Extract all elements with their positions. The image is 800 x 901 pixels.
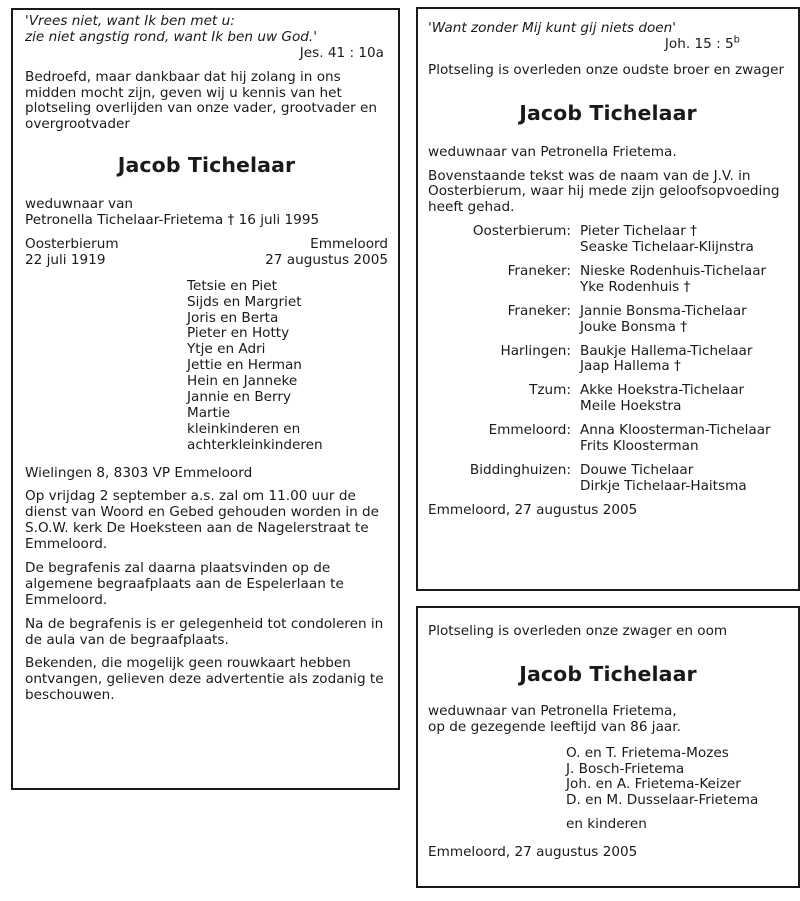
youth-association-text: Bovenstaande tekst was de naam van de J.V. in Oosterbierum, waar hij mede zijn geloofsopvoeding heeft gehad. — [428, 167, 780, 216]
relative-row — [428, 264, 788, 296]
family-member: Martie — [187, 404, 231, 421]
relative-row — [428, 463, 788, 495]
relative-row — [428, 423, 788, 455]
relative-name: Akke Hoekstra-Tichelaar — [580, 382, 745, 399]
family-member: Ytje en Adri — [187, 341, 266, 358]
announcement-intro: Bedroefd, maar dankbaar dat hij zolang in ons midden mocht zijn, geven wij u kennis van het plotseling overlijden van onze vader, grootvader en overgrootvader — [25, 68, 377, 133]
service-info: Op vrijdag 2 september a.s. zal om 11.00 uur de dienst van Woord en Gebed gehouden worden in de S.O.W. kerk De Hoeksteen aan de Nagelerstraat te Emmeloord. — [25, 488, 380, 553]
announcement-footer: Emmeloord, 27 augustus 2005 — [428, 501, 638, 518]
death-place: Emmeloord — [310, 236, 388, 252]
bible-quote-reference: Jes. 41 : 10a — [299, 44, 384, 61]
birth-place: Oosterbierum — [25, 236, 119, 252]
bible-quote-reference: Joh. 15 : 5$^b$ — [664, 34, 740, 52]
relative-name: Jaap Hallema † — [580, 358, 681, 375]
announcement-intro: Plotseling is overleden onze oudste broer en zwager — [428, 61, 785, 78]
relative-name: Meile Hoekstra — [580, 398, 682, 415]
relatives-table — [428, 224, 788, 494]
family-member: kleinkinderen en — [187, 420, 301, 437]
relative-place: Oosterbierum: — [472, 223, 571, 240]
relative-place: Emmeloord: — [488, 422, 571, 439]
relative-place: Franeker: — [507, 263, 571, 279]
relative-row — [428, 304, 788, 336]
burial-info: De begrafenis zal daarna plaatsvinden op de algemene begraafplaats aan de Espelerlaan te Emmeloord. — [25, 560, 344, 608]
announcement-family — [11, 8, 400, 790]
relative-name: D. en M. Dusselaar-Frietema — [566, 792, 759, 809]
relative-name: Seaske Tichelaar-Klijnstra — [580, 239, 754, 256]
family-member: Sijds en Margriet — [187, 293, 302, 310]
family-member: Hein en Janneke — [187, 373, 298, 390]
family-member: Jannie en Berry — [187, 389, 292, 406]
relative-name: J. Bosch-Frietema — [566, 760, 685, 777]
deceased-name: Jacob Tichelaar — [519, 661, 697, 686]
relative-name: Nieske Rodenhuis-Tichelaar — [580, 263, 767, 279]
relatives-list — [566, 746, 788, 833]
announcement-footer: Emmeloord, 27 augustus 2005 — [428, 844, 638, 861]
bible-quote: 'Want zonder Mij kunt gij niets doen' — [428, 20, 677, 36]
deceased-name: Jacob Tichelaar — [117, 153, 296, 178]
bible-quote-line-1: 'Vrees niet, want Ik ben met u: — [25, 13, 235, 29]
widower-line: weduwnaar van Petronella Frietema. — [428, 143, 677, 160]
birth-info — [25, 237, 119, 269]
death-info — [265, 237, 388, 269]
relative-name: Pieter Tichelaar † — [580, 223, 697, 240]
birth-date: 22 juli 1919 — [25, 251, 106, 268]
condolence-info: Na de begrafenis is er gelegenheid tot condoleren in de aula van de begraafplaats. — [25, 615, 384, 648]
relative-place: Biddinghuizen: — [469, 461, 571, 478]
family-member: Pieter en Hotty — [187, 325, 290, 342]
relative-row — [428, 344, 788, 376]
family-member: Joris en Berta — [187, 309, 279, 326]
family-member: achterkleinkinderen — [187, 436, 323, 453]
deceased-name: Jacob Tichelaar — [519, 100, 697, 125]
birth-death-info — [25, 237, 388, 269]
children-line: en kinderen — [566, 816, 647, 833]
widower-line-2: op de gezegende leeftijd van 86 jaar. — [428, 718, 681, 735]
relative-name: Baukje Hallema-Tichelaar — [580, 342, 753, 359]
relative-name: Jannie Bonsma-Tichelaar — [580, 302, 747, 319]
relative-row — [428, 224, 788, 256]
family-list — [187, 279, 388, 454]
relative-name: Jouke Bonsma † — [580, 318, 688, 335]
notice-info: Bekenden, die mogelijk geen rouwkaart hebben ontvangen, gelieven deze advertentie als zodanig te beschouwen. — [25, 655, 384, 704]
relative-name: Anna Kloosterman-Tichelaar — [580, 422, 771, 439]
relative-name: Douwe Tichelaar — [580, 461, 694, 478]
relative-name: Joh. en A. Frietema-Keizer — [566, 776, 741, 793]
relative-row — [428, 383, 788, 415]
announcement-siblings — [416, 7, 800, 591]
widower-line-1: weduwnaar van — [25, 196, 134, 213]
relative-place: Harlingen: — [500, 342, 571, 359]
home-address: Wielingen 8, 8303 VP Emmeloord — [25, 464, 253, 481]
relative-name: Yke Rodenhuis † — [580, 278, 691, 295]
widower-line-1: weduwnaar van Petronella Frietema, — [428, 702, 677, 719]
relative-place: Franeker: — [507, 302, 571, 319]
announcement-intro: Plotseling is overleden onze zwager en oom — [428, 623, 728, 639]
relative-name: Dirkje Tichelaar-Haitsma — [580, 477, 747, 494]
relative-name: Frits Kloosterman — [580, 438, 699, 455]
death-date: 27 augustus 2005 — [265, 251, 388, 268]
family-member: Jettie en Herman — [187, 357, 302, 374]
widower-line-2: Petronella Tichelaar-Frietema † 16 juli 1995 — [25, 212, 320, 229]
announcement-in-laws — [416, 606, 800, 888]
bible-quote-line-2: zie niet angstig rond, want Ik ben uw God.' — [25, 28, 317, 45]
relative-name: O. en T. Frietema-Mozes — [566, 744, 729, 761]
family-member: Tetsie en Piet — [187, 277, 277, 294]
relative-place: Tzum: — [529, 382, 571, 399]
